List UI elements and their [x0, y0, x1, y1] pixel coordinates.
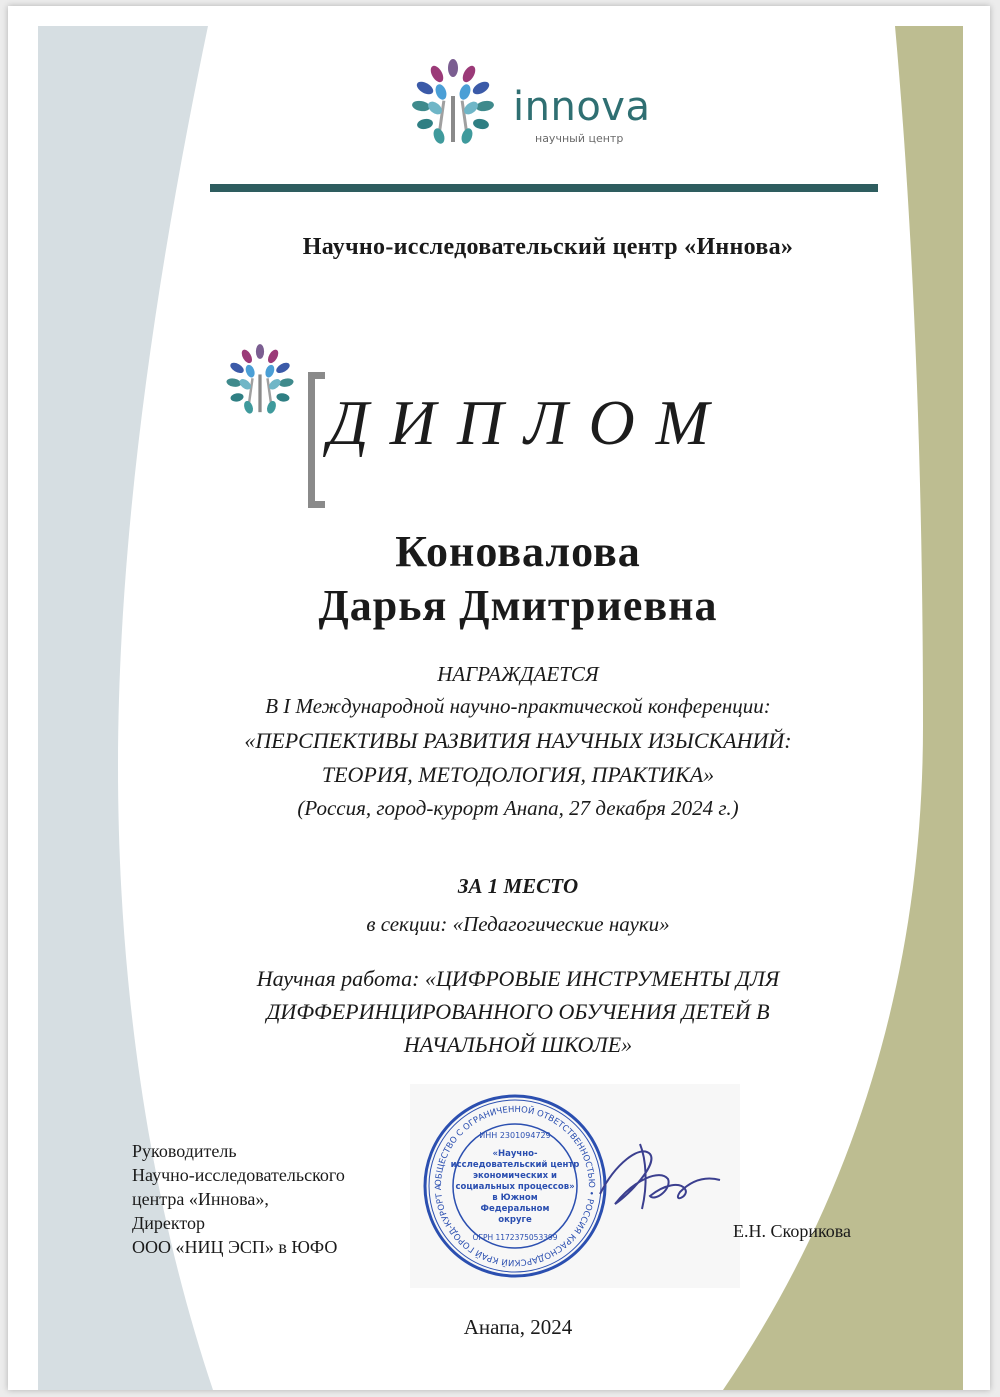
handwritten-signature: [600, 1151, 720, 1204]
city-year: Анапа, 2024: [463, 1315, 573, 1339]
signer-role-line: Руководитель: [132, 1141, 237, 1161]
signer-role-line: центра «Иннова»,: [132, 1189, 269, 1209]
official-stamp: [410, 1084, 740, 1288]
brand-name: innova: [513, 84, 651, 130]
organization-title: Научно-исследовательский центр «Иннова»: [302, 234, 794, 260]
signer-role-line: Директор: [132, 1213, 206, 1233]
stamp-ogrn: ОГРН 1172375053399: [472, 1233, 558, 1242]
innova-tree-logo: [411, 59, 494, 145]
work-title-line-2: ДИФФЕРИНЦИРОВАННОГО ОБУЧЕНИЯ ДЕТЕЙ В: [266, 999, 770, 1024]
event-line: В I Международной научно-практической конференции:: [265, 694, 771, 718]
brand-subtitle: научный центр: [535, 132, 624, 145]
title-bracket: [308, 372, 325, 508]
signer-role: [132, 1139, 422, 1259]
stamp-center-line: в Южном: [492, 1193, 538, 1203]
recipient-surname: Коновалова: [395, 527, 641, 576]
signer-role-line: ООО «НИЦ ЭСП» в ЮФО: [132, 1237, 338, 1257]
recipient-given-names: Дарья Дмитриевна: [318, 581, 718, 630]
stamp-center-line: исследовательский центр: [450, 1160, 580, 1170]
signer-name: Е.Н. Скорикова: [733, 1221, 852, 1241]
diploma-title: ДИПЛОМ: [328, 387, 731, 458]
diploma-sheet: [8, 6, 990, 1390]
section-line: в секции: «Педагогические науки»: [366, 912, 670, 936]
small-tree-logo: [226, 344, 294, 415]
stamp-center-line: социальных процессов»: [455, 1182, 575, 1192]
awarded-label: НАГРАЖДАЕТСЯ: [437, 662, 599, 686]
stamp-center-line: «Научно-: [492, 1149, 538, 1159]
stamp-ring-text: ОБЩЕСТВО С ОГРАНИЧЕННОЙ ОТВЕТСТВЕННОСТЬЮ • РОССИЯ КРАСНОДАРСКИЙ КРАЙ ГОРОД-КУРОРТ А: [433, 1104, 597, 1268]
stamp-center-line: экономических и: [472, 1171, 558, 1181]
header-rule: [210, 184, 878, 192]
place-award: ЗА 1 МЕСТО: [457, 874, 579, 898]
stamp-center-line: Федеральном: [480, 1204, 550, 1214]
work-title-line-3: НАЧАЛЬНОЙ ШКОЛЕ»: [403, 1032, 633, 1057]
stamp-area: [410, 1084, 740, 1288]
work-title-line-1: Научная работа: «ЦИФРОВЫЕ ИНСТРУМЕНТЫ ДЛЯ: [256, 966, 780, 991]
stamp-inn: ИНН 2301094729: [479, 1131, 551, 1140]
event-place-date: (Россия, город-курорт Анапа, 27 декабря 2024 г.): [297, 796, 739, 820]
event-title-line-2: ТЕОРИЯ, МЕТОДОЛОГИЯ, ПРАКТИКА»: [321, 762, 715, 787]
signer-role-line: Научно-исследовательского: [132, 1165, 345, 1185]
event-title-line-1: «ПЕРСПЕКТИВЫ РАЗВИТИЯ НАУЧНЫХ ИЗЫСКАНИЙ:: [244, 728, 792, 753]
stamp-center-line: округе: [498, 1215, 532, 1225]
